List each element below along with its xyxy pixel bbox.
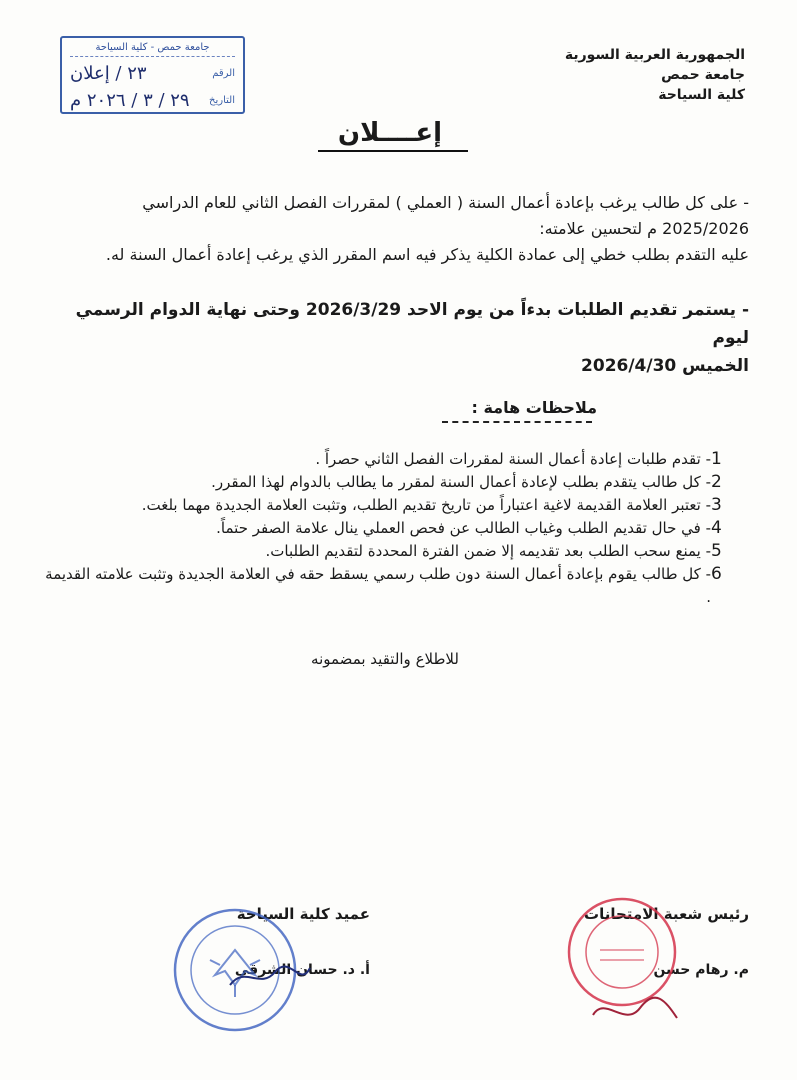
paragraph-deadline (49, 296, 749, 380)
exams-head-signature-icon (585, 990, 685, 1030)
list-item (37, 540, 737, 563)
reference-date-value: ٢٩ / ٣ / ٢٠٢٦ م (70, 90, 190, 111)
note-number: 1 (711, 449, 722, 469)
reference-date-label: التاريخ (209, 95, 235, 106)
header-faculty: كلية السياحة (658, 87, 745, 103)
list-item (37, 494, 737, 517)
note-number: 3 (711, 495, 722, 515)
list-item (37, 471, 737, 494)
institution-header (545, 45, 745, 105)
signature-title-exams-head: رئيس شعبة الامتحانات (584, 905, 749, 923)
note-text: - يمنع سحب الطلب بعد تقديمه إلا ضمن الفترة المحددة لتقديم الطلبات. (265, 542, 711, 560)
note-number: 2 (711, 472, 722, 492)
list-item (37, 563, 737, 609)
notes-title: ملاحظات هامة : (471, 398, 597, 417)
reference-number-value: ٢٣ / إعلان (70, 63, 147, 84)
notes-list (37, 448, 737, 609)
paragraph-eligibility-line-3: عليه التقدم بطلب خطي إلى عمادة الكلية يذكر فيه اسم المقرر الذي يرغب إعادة أعمال السنة له. (105, 245, 749, 264)
signature-title-dean: عميد كلية السياحة (236, 905, 370, 923)
paragraph-deadline-line-2: الخميس 2026/4/30 (581, 356, 749, 376)
signature-name-exams-head: م. رهام حسن (653, 962, 749, 978)
reference-number-label: الرقم (212, 68, 235, 79)
note-text: - تقدم طلبات إعادة أعمال السنة لمقررات الفصل الثاني حصراً . (315, 450, 711, 468)
list-item (37, 448, 737, 471)
note-text: - تعتبر العلامة القديمة لاغية اعتباراً من تاريخ تقديم الطلب، وتثبت العلامة الجديدة مهما بلغت. (141, 496, 711, 514)
paragraph-eligibility (49, 190, 749, 268)
header-university: جامعة حمص (661, 67, 745, 83)
reference-number-row (70, 63, 235, 84)
reference-date-row (70, 90, 235, 111)
paragraph-deadline-line-1: - يستمر تقديم الطلبات بدءاً من يوم الاحد 2026/3/29 وحتى نهاية الدوام الرسمي ليوم (75, 300, 749, 348)
dean-signature-icon (225, 960, 315, 995)
header-country: الجمهورية العربية السورية (564, 47, 745, 63)
note-text: - كل طالب يقوم بإعادة أعمال السنة دون طلب رسمي يسقط حقه في العلامة الجديدة وتثبت علامته القديمة . (45, 565, 711, 606)
closing-line: للاطلاع والتقيد بمضمونه (311, 650, 459, 668)
list-item (37, 517, 737, 540)
reference-stamp-header: جامعة حمص - كلية السياحة (70, 42, 235, 57)
signature-name-dean: أ. د. حسان الشرقي (234, 962, 370, 978)
note-text: - كل طالب يتقدم بطلب لإعادة أعمال السنة لمقرر ما يطالب بالدوام لهذا المقرر. (211, 473, 711, 491)
reference-stamp (60, 36, 245, 114)
title-underline (318, 150, 468, 152)
note-number: 5 (711, 541, 722, 561)
notes-underline (442, 420, 592, 423)
paragraph-eligibility-line-1: - على كل طالب يرغب بإعادة أعمال السنة ( العملي ) لمقررات الفصل الثاني للعام الدراسي (142, 193, 749, 212)
announcement-title: إعــــلان (337, 118, 443, 148)
note-number: 6 (711, 564, 722, 584)
note-text: - في حال تقديم الطلب وغياب الطالب عن فحص العملي ينال علامة الصفر حتماً. (216, 519, 711, 537)
paragraph-eligibility-line-2: 2025/2026 م لتحسين علامته: (539, 219, 749, 238)
note-number: 4 (711, 518, 722, 538)
